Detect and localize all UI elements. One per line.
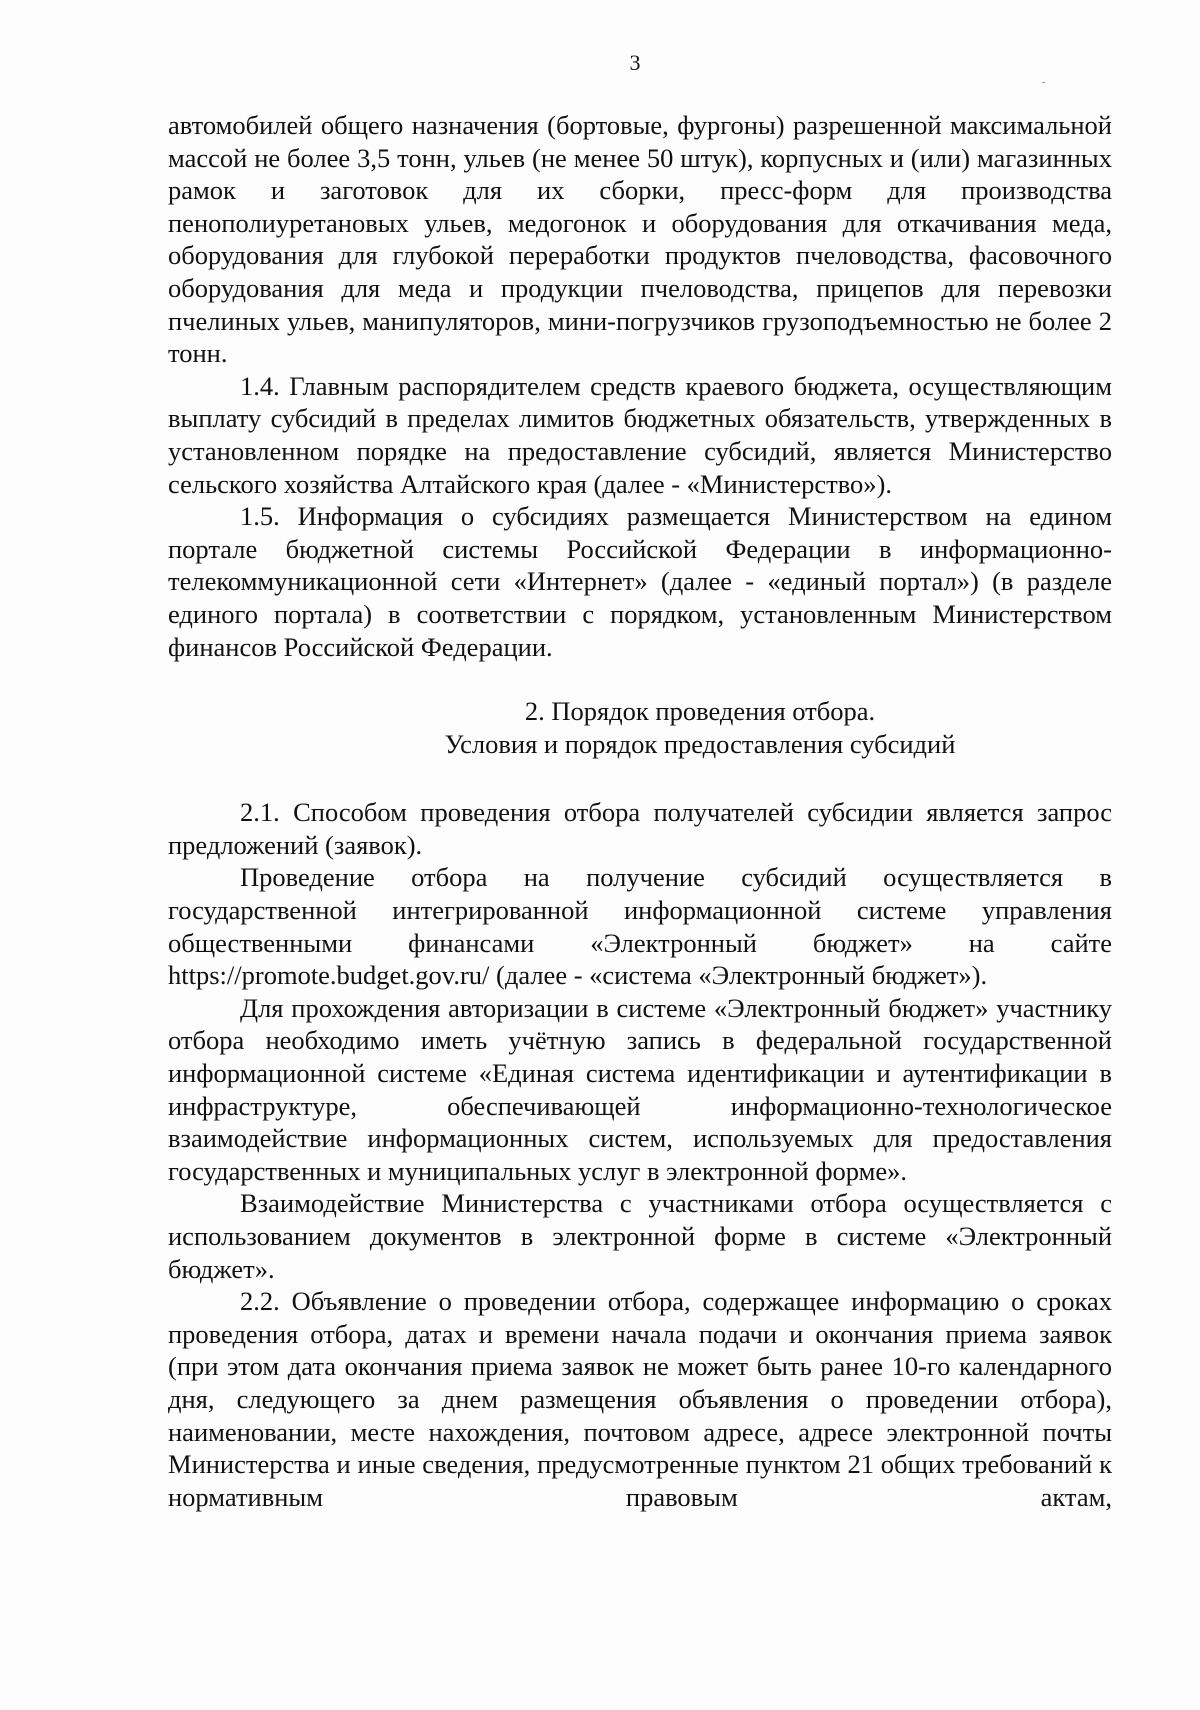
- section-2-heading: [168, 695, 1112, 760]
- paragraph-2-1: 2.1. Способом проведения отбора получателей субсидии является запрос предложений (заявок).: [168, 797, 1112, 860]
- paragraph-2-1-c: Для прохождения авторизации в системе «Электронный бюджет» участнику отбора необходимо иметь учётную запись в федеральной государственной информационной системе «Единая система идентификации и аутентификации в инфраструктуре, обеспечивающей информационно-технологическое взаимодействие информационных систем, используемых для предоставления государственных и муниципальных услуг в электронной форме».: [168, 992, 1112, 1186]
- paragraph-1-4: 1.4. Главным распорядителем средств краевого бюджета, осуществляющим выплату субсидий в пределах лимитов бюджетных обязательств, утвержденных в установленном порядке на предоставление субсидий, является Министерство сельского хозяйства Алтайского края (далее - «Министерство»).: [168, 370, 1112, 499]
- paragraph-1-5: 1.5. Информация о субсидиях размещается Министерством на едином портале бюджетной системы Российской Федерации в информационно-телекоммуникационной сети «Интернет» (далее - «единый портал») (в разделе единого портала) в соответствии с порядком, установленным Министерством финансов Российской Федерации.: [168, 501, 1112, 662]
- page-number: 3: [629, 50, 641, 75]
- paragraph-continuation: автомобилей общего назначения (бортовые, фургоны) разрешенной максимальной массой не более 3,5 тонн, ульев (не менее 50 штук), корпусных и (или) магазинных рамок и заготовок для их сборки, пресс-форм для производства пенополиуретановых ульев, медогонок и оборудования для откачивания меда, оборудования для глубокой переработки продуктов пчеловодства, фасовочного оборудования для меда и продукции пчеловодства, прицепов для перевозки пчелиных ульев, манипуляторов, мини-погрузчиков грузоподъемностью не более 2 тонн.: [168, 110, 1112, 369]
- section-2-title-line-1: 2. Порядок проведения отбора.: [524, 696, 876, 727]
- paragraph-2-1-d: Взаимодействие Министерства с участниками отбора осуществляется с использованием документов в электронной форме в системе «Электронный бюджет».: [168, 1188, 1112, 1284]
- paragraph-2-2: 2.2. Объявление о проведении отбора, содержащее информацию о сроках проведения отбора, датах и времени начала подачи и окончания приема заявок (при этом дата окончания приема заявок не может быть ранее 10-го календарного дня, следующего за днем размещения объявления о проведении отбора), наименовании, месте нахождения, почтовом адресе, адресе электронной почты Министерства и иные сведения, предусмотренные пунктом 21 общих требований к нормативным правовым актам,: [168, 1286, 1112, 1512]
- document-body: [168, 109, 1112, 1513]
- section-2-title-line-2: Условия и порядок предоставления субсидий: [444, 728, 956, 759]
- scan-artifact: [1042, 82, 1045, 83]
- paragraph-2-1-b: Проведение отбора на получение субсидий осуществляется в государственной интегрированной информационной системе управления общественными финансами «Электронный бюджет» на сайте https://promote.budget.gov.ru/ (далее - «система «Электронный бюджет»).: [168, 862, 1112, 991]
